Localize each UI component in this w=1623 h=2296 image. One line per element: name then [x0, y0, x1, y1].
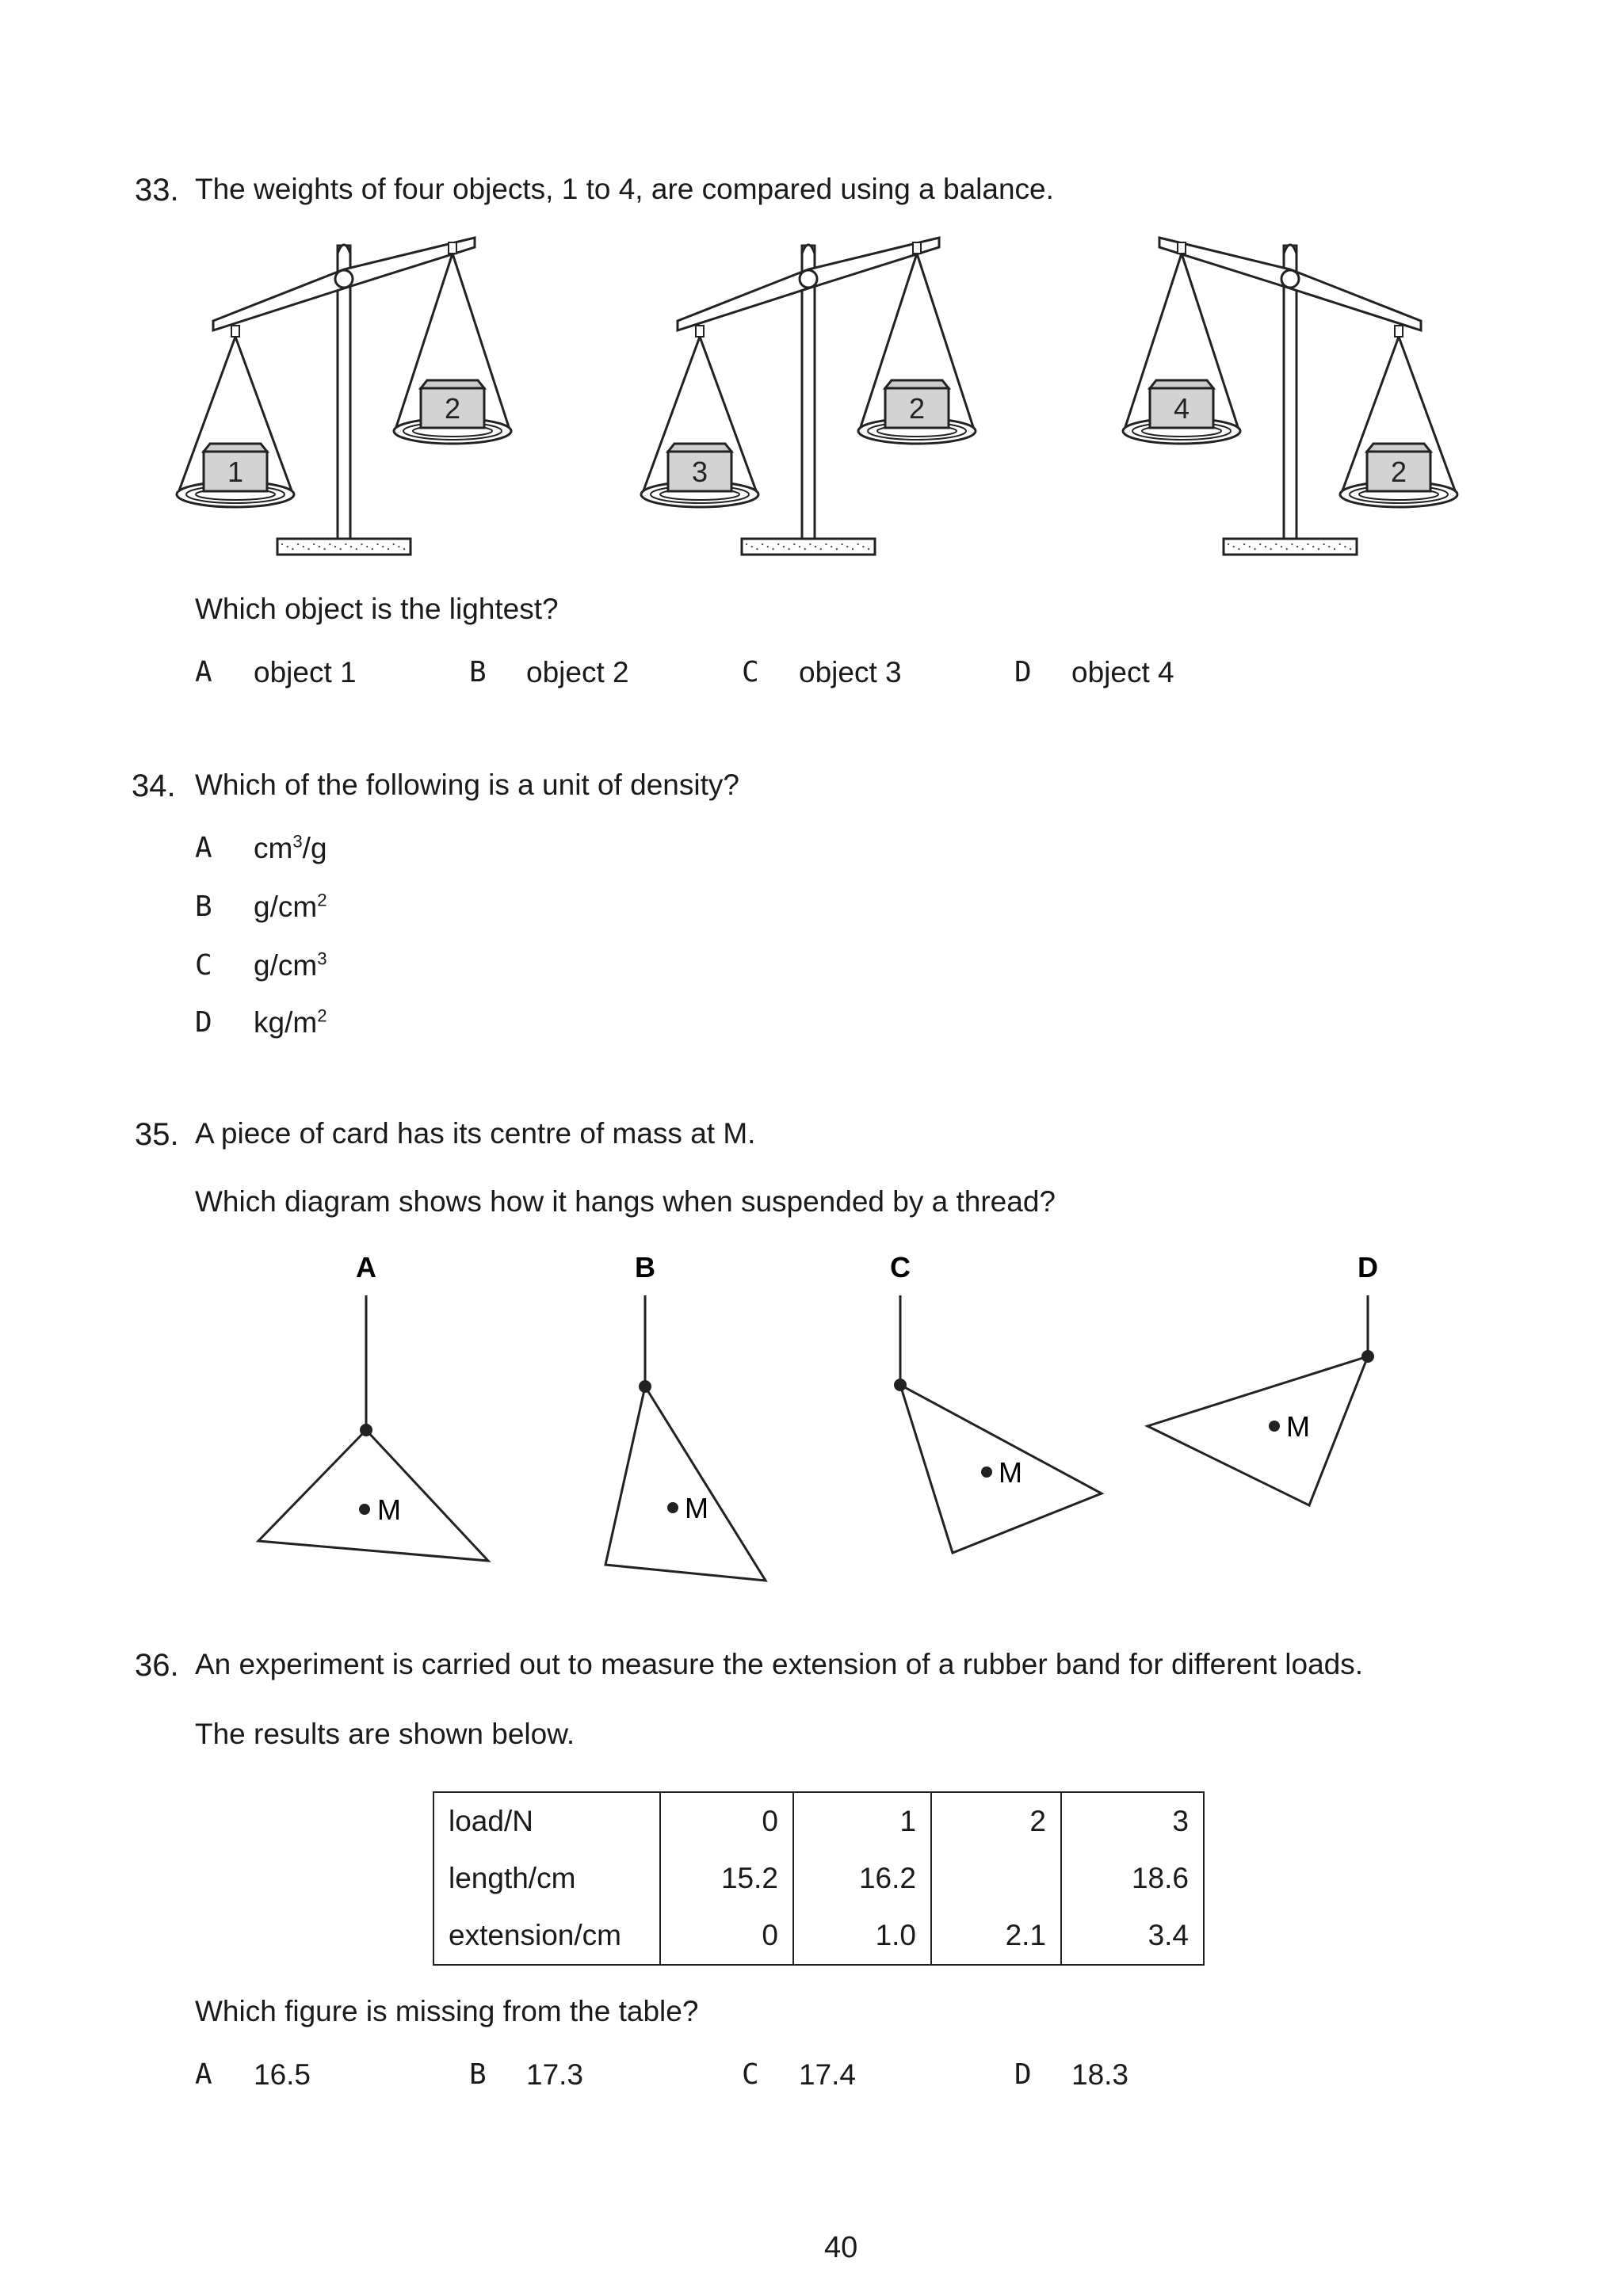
- pan-hook: [449, 242, 456, 254]
- base-texture-dot: [292, 548, 293, 550]
- q36-text2: The results are shown below.: [195, 1718, 575, 1750]
- diagram-label-a: A: [356, 1251, 376, 1283]
- base-texture-dot: [334, 546, 336, 547]
- base-texture-dot: [281, 543, 283, 545]
- base-texture-dot: [1238, 548, 1239, 550]
- base-texture-dot: [393, 543, 395, 545]
- q34-text: Which of the following is a unit of density?: [195, 769, 739, 801]
- base-texture-dot: [1228, 543, 1229, 545]
- base-texture-dot: [1307, 543, 1308, 545]
- pan-hook: [696, 326, 704, 337]
- q36-option-a-letter: A: [195, 2058, 212, 2091]
- mass-dot-d: [1269, 1421, 1280, 1432]
- base-texture-dot: [329, 543, 330, 545]
- card-b: [605, 1386, 766, 1581]
- card-d: [1148, 1356, 1368, 1505]
- table-row: [433, 1850, 1204, 1907]
- base-texture-dot: [852, 548, 854, 550]
- q33-text: The weights of four objects, 1 to 4, are compared using a balance.: [195, 173, 1054, 205]
- q33-option-d-text: object 4: [1071, 656, 1174, 688]
- base-texture-dot: [831, 546, 832, 547]
- q36-option-c-letter: C: [742, 2058, 759, 2091]
- base-texture-dot: [1275, 543, 1277, 545]
- base-texture-dot: [382, 546, 384, 547]
- base-texture-dot: [319, 546, 320, 547]
- base-texture-dot: [1243, 543, 1245, 545]
- q36-option-c-text: 17.4: [799, 2058, 857, 2091]
- base-texture-dot: [1270, 548, 1271, 550]
- base-texture-dot: [815, 546, 816, 547]
- object-label: 4: [1173, 392, 1190, 425]
- hanging-card-diagrams: [0, 1236, 1623, 1592]
- mass-label-a: M: [377, 1493, 401, 1526]
- q33-option-c-text: object 3: [799, 656, 902, 688]
- mass-label-d: M: [1286, 1410, 1310, 1443]
- base-texture-dot: [356, 548, 357, 550]
- base-texture-dot: [1323, 543, 1324, 545]
- base-texture-dot: [303, 546, 304, 547]
- base-texture-dot: [857, 543, 859, 545]
- base-texture-dot: [1281, 546, 1282, 547]
- base-texture-dot: [783, 546, 785, 547]
- q36-option-b-letter: B: [469, 2058, 487, 2091]
- balance-base: [742, 539, 875, 555]
- table-cell: [931, 1850, 1061, 1907]
- q34-option-d-letter: D: [195, 1006, 212, 1039]
- base-texture-dot: [403, 548, 405, 550]
- table-cell: 1: [793, 1792, 931, 1850]
- table-cell: 3: [1061, 1792, 1204, 1850]
- base-texture-dot: [1291, 543, 1293, 545]
- pan-hook: [231, 326, 239, 337]
- base-texture-dot: [1312, 546, 1314, 547]
- base-texture-dot: [836, 548, 838, 550]
- base-texture-dot: [799, 546, 800, 547]
- base-texture-dot: [376, 543, 378, 545]
- q36-option-d-text: 18.3: [1071, 2058, 1129, 2091]
- base-texture-dot: [746, 543, 747, 545]
- base-texture-dot: [841, 543, 842, 545]
- base-texture-dot: [372, 548, 373, 550]
- balance-2: [641, 238, 976, 555]
- balance-1: [177, 238, 511, 555]
- table-cell: 1.0: [793, 1907, 931, 1965]
- table-cell: 2.1: [931, 1907, 1061, 1965]
- balance-pivot: [800, 270, 817, 288]
- base-texture-dot: [345, 543, 346, 545]
- balance-pivot: [1281, 270, 1299, 288]
- q34-option-c-letter: C: [195, 949, 212, 982]
- base-texture-dot: [788, 548, 789, 550]
- pan-hook: [913, 242, 921, 254]
- row-label: extension/cm: [433, 1907, 660, 1965]
- q35-number: 35.: [135, 1117, 179, 1152]
- card-a: [258, 1430, 488, 1561]
- base-texture-dot: [1265, 546, 1266, 547]
- pan-hook: [1395, 326, 1403, 337]
- base-texture-dot: [323, 548, 325, 550]
- q35-text: A piece of card has its centre of mass at M.: [195, 1117, 756, 1150]
- base-texture-dot: [1233, 546, 1235, 547]
- balance-3: [1123, 238, 1457, 555]
- q36-option-b-text: 17.3: [526, 2058, 584, 2091]
- base-texture-dot: [350, 546, 352, 547]
- mass-label-c: M: [999, 1456, 1022, 1489]
- base-texture-dot: [762, 543, 763, 545]
- q33-option-c-letter: C: [742, 656, 759, 688]
- base-texture-dot: [361, 543, 362, 545]
- q36-question: Which figure is missing from the table?: [195, 1995, 699, 2027]
- balances-diagram: [0, 222, 1623, 808]
- mass-dot-c: [981, 1466, 992, 1478]
- base-texture-dot: [1286, 548, 1288, 550]
- diagram-label-b: B: [635, 1251, 655, 1283]
- base-texture-dot: [868, 548, 869, 550]
- base-texture-dot: [767, 546, 769, 547]
- mass-dot-b: [667, 1502, 678, 1513]
- base-texture-dot: [809, 543, 811, 545]
- base-texture-dot: [1302, 548, 1304, 550]
- base-texture-dot: [825, 543, 827, 545]
- page-number: 40: [824, 2231, 858, 2264]
- base-texture-dot: [1344, 546, 1346, 547]
- q34-option-a-letter: A: [195, 832, 212, 864]
- table-row: [433, 1792, 1204, 1850]
- table-cell: 16.2: [793, 1850, 931, 1907]
- base-texture-dot: [1350, 548, 1351, 550]
- base-texture-dot: [1328, 546, 1330, 547]
- diagram-label-c: C: [890, 1251, 911, 1283]
- q33-option-b-letter: B: [469, 656, 487, 688]
- q33-option-a-letter: A: [195, 656, 212, 688]
- base-texture-dot: [1254, 548, 1255, 550]
- mass-dot-a: [359, 1504, 370, 1515]
- base-texture-dot: [1318, 548, 1319, 550]
- table-row: [433, 1907, 1204, 1965]
- q33-option-d-letter: D: [1014, 656, 1032, 688]
- base-texture-dot: [366, 546, 368, 547]
- object-label: 2: [1390, 456, 1407, 488]
- base-texture-dot: [388, 548, 389, 550]
- base-texture-dot: [862, 546, 864, 547]
- base-texture-dot: [820, 548, 822, 550]
- q36-option-d-letter: D: [1014, 2058, 1032, 2091]
- table-cell: 18.6: [1061, 1850, 1204, 1907]
- base-texture-dot: [1249, 546, 1251, 547]
- table-cell: 3.4: [1061, 1907, 1204, 1965]
- diagram-label-d: D: [1358, 1251, 1378, 1283]
- q33-number: 33.: [135, 173, 179, 208]
- table-cell: 0: [660, 1792, 793, 1850]
- balance-pivot: [335, 270, 353, 288]
- base-texture-dot: [1296, 546, 1298, 547]
- q34-option-d-text: $kg/m^2$: [254, 1005, 327, 1039]
- base-texture-dot: [297, 543, 299, 545]
- base-texture-dot: [804, 548, 806, 550]
- row-label: load/N: [433, 1792, 660, 1850]
- q36-text: An experiment is carried out to measure the extension of a rubber band for different loads.: [195, 1648, 1364, 1680]
- table-cell: 0: [660, 1907, 793, 1965]
- q34-option-c-text: $g/cm^3$: [254, 948, 327, 982]
- base-texture-dot: [287, 546, 288, 547]
- pan-hook: [1178, 242, 1186, 254]
- q36-number: 36.: [135, 1648, 179, 1683]
- base-texture-dot: [307, 548, 309, 550]
- object-label: 3: [691, 456, 708, 488]
- base-texture-dot: [777, 543, 779, 545]
- q34-number: 34.: [132, 769, 176, 803]
- table-cell: 2: [931, 1792, 1061, 1850]
- q35-question: Which diagram shows how it hangs when suspended by a thread?: [195, 1185, 1056, 1218]
- table-cell: 15.2: [660, 1850, 793, 1907]
- object-label: 2: [444, 392, 461, 425]
- base-texture-dot: [1334, 548, 1335, 550]
- mass-label-b: M: [685, 1492, 708, 1524]
- object-label: 1: [227, 456, 244, 488]
- results-table: [433, 1791, 1205, 1966]
- balance-base: [277, 539, 411, 555]
- q34-option-a-text: $cm^3/g$: [254, 831, 327, 864]
- base-texture-dot: [772, 548, 773, 550]
- base-texture-dot: [793, 543, 795, 545]
- base-texture-dot: [846, 546, 848, 547]
- q33-option-b-text: object 2: [526, 656, 629, 688]
- balance-base: [1224, 539, 1357, 555]
- base-texture-dot: [340, 548, 342, 550]
- base-texture-dot: [756, 548, 758, 550]
- q34-option-b-text: $g/cm^2$: [254, 890, 327, 923]
- base-texture-dot: [398, 546, 399, 547]
- q36-option-a-text: 16.5: [254, 2058, 311, 2091]
- base-texture-dot: [1339, 543, 1341, 545]
- q33-question: Which object is the lightest?: [195, 593, 559, 625]
- base-texture-dot: [751, 546, 753, 547]
- q33-option-a-text: object 1: [254, 656, 357, 688]
- q34-option-b-letter: B: [195, 891, 212, 923]
- object-label: 2: [908, 392, 926, 425]
- base-texture-dot: [1259, 543, 1261, 545]
- row-label: length/cm: [433, 1850, 660, 1907]
- base-texture-dot: [313, 543, 315, 545]
